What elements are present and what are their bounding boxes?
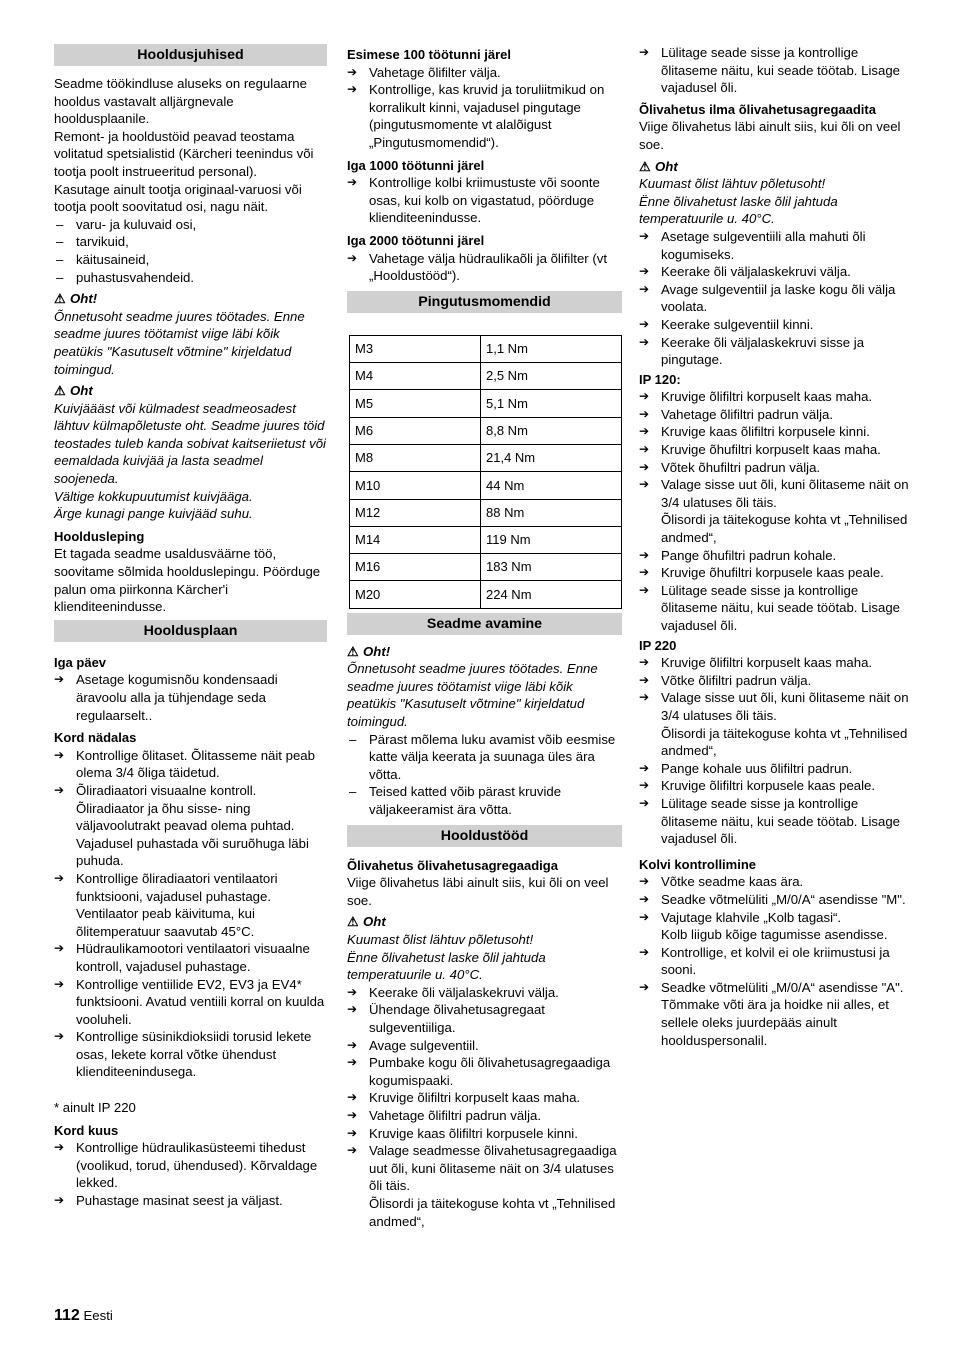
warning-text: Ärge kunagi pange kuivjääd suhu. (54, 506, 253, 522)
arrow-item: ➔ Seadke võtmelüliti „M/0/A“ asendisse "A". Tõmmake võti ära ja hoidke nii alles, et sellele oleks juurdepääs ainult hoolduspersonalil. (639, 979, 915, 1049)
subheading-1000h: Iga 1000 töötunni järel (347, 157, 485, 173)
subheading-olivahetus: Õlivahetus õlivahetusagregaadiga (347, 857, 558, 873)
paragraph: Viige õlivahetus läbi ainult siis, kui õli on veel soe. (639, 119, 901, 152)
arrow-item: ➔ Kruvige kaas õlifiltri korpusele kinni. (347, 1125, 622, 1143)
torque-table (349, 335, 622, 609)
thread-size-cell: M6 (350, 417, 481, 444)
arrow-item: ➔ Pange kohale uus õlifiltri padrun. (639, 760, 915, 778)
warning-triangle-icon: ⚠ (54, 291, 66, 307)
column-middle (347, 44, 622, 1230)
section-header-seadme-avamine: Seadme avamine (347, 613, 622, 635)
arrow-item: ➔ Kontrollige hüdraulikasüsteemi tihedust (voolikud, torud, ühendused). Kõrvaldage lekked. (54, 1139, 327, 1192)
subheading-kord-nadalas: Kord nädalas (54, 730, 137, 746)
dash-item: – varu- ja kuluvaid osi, (54, 216, 327, 234)
thread-size-cell: M8 (350, 444, 481, 471)
arrow-item: ➔ Avage sulgeventiil ja laske kogu õli välja voolata. (639, 281, 915, 316)
arrow-item: ➔ Vahetage õlifilter välja. (347, 64, 622, 82)
section-header-hooldusjuhised: Hooldusjuhised (54, 44, 327, 66)
torque-value-cell: 44 Nm (481, 472, 622, 499)
torque-row (350, 472, 622, 499)
warning-heading: ⚠ Oht (347, 914, 386, 930)
footnote: * ainult IP 220 (54, 1100, 136, 1116)
paragraph: Viige õlivahetus läbi ainult siis, kui õli on veel soe. (347, 875, 609, 908)
torque-row (350, 526, 622, 553)
thread-size-cell: M10 (350, 472, 481, 499)
arrow-item: ➔ Vahetage õlifiltri padrun välja. (347, 1107, 622, 1125)
paragraph: Kasutage ainult tootja originaal-varuosi või tootja poolt soovitatud osi, nagu näit. (54, 181, 302, 215)
warning-text: Kuumast õlist lähtuv põletusoht! (639, 176, 826, 192)
arrow-item: ➔ Võtek õhufiltri padrun välja. (639, 459, 915, 477)
torque-value-cell: 183 Nm (481, 554, 622, 581)
dash-item: – tarvikuid, (54, 233, 327, 251)
arrow-item: ➔ Kontrollige, et kolvil ei ole kriimustusi ja sooni. (639, 944, 915, 979)
page-number: 112 (54, 1307, 80, 1324)
torque-row (350, 444, 622, 471)
torque-row (350, 417, 622, 444)
paragraph: Remont- ja hooldustöid peavad teostama volitatud spetsialistid (Kärcheri teenindus või tootja poolt instrueeritud personal). (54, 128, 314, 179)
arrow-item: ➔ Kontrollige, kas kruvid ja toruliitmikud on korralikult kinni, vajadusel pingutage (pingutusmomente vt alalõigust „Pingutusmomendid“). (347, 81, 622, 151)
dash-item: – Pärast mõlema luku avamist võib eesmise katte välja keerata ja suunaga üles ära võtta. (347, 731, 622, 784)
arrow-item: ➔ Keerake sulgeventiil kinni. (639, 316, 915, 334)
warning-triangle-icon: ⚠ (639, 158, 651, 174)
thread-size-cell: M4 (350, 363, 481, 390)
indented-note: Kolb liigub kõige tagumisse asendisse. (661, 927, 888, 943)
subheading-2000h: Iga 2000 töötunni järel (347, 232, 485, 248)
torque-value-cell: 21,4 Nm (481, 444, 622, 471)
warning-text: Kuivjäääst või külmadest seadmeosadest lähtuv külmapõletuste oht. Seadme juures töid teostades tuleb kanda sobivat kaitseriietust või eemaldada kuivjää ja lasta seadmel soojeneda. (54, 400, 326, 487)
subheading-ip220: IP 220 (639, 637, 677, 653)
arrow-item: ➔ Pange õhufiltri padrun kohale. (639, 547, 915, 565)
arrow-item: ➔ Võtke õlifiltri padrun välja. (639, 672, 915, 690)
column-right (639, 44, 915, 1049)
warning-triangle-icon: ⚠ (54, 383, 66, 399)
subheading-kolvi-kontrollimine: Kolvi kontrollimine (639, 856, 757, 872)
dash-item: – käitusaineid, (54, 251, 327, 269)
thread-size-cell: M12 (350, 499, 481, 526)
arrow-item: ➔ Valage sisse uut õli, kuni õlitaseme näit on 3/4 ulatuses õli täis. (639, 689, 915, 724)
torque-row (350, 499, 622, 526)
warning-text: Ënne õlivahetust laske õlil jahtuda temperatuurile u. 40°C. (347, 949, 546, 983)
arrow-item: ➔ Kontrollige kolbi kriimustuste või soonte osas, kui kolb on vigastatud, pöörduge klienditeenindusse. (347, 174, 622, 227)
torque-row (350, 581, 622, 608)
thread-size-cell: M16 (350, 554, 481, 581)
arrow-item: ➔ Asetage sulgeventiili alla mahuti õli kogumiseks. (639, 228, 915, 263)
subheading-100h: Esimese 100 töötunni järel (347, 47, 512, 62)
arrow-item: ➔ Vahetage välja hüdraulikaõli ja õlifilter (vt „Hooldustööd“). (347, 250, 622, 285)
arrow-item: ➔ Lülitage seade sisse ja kontrollige õlitaseme näitu, kui seade töötab. Lisage vajadusel õli. (639, 795, 915, 848)
indented-note: Õlisordi ja täitekoguse kohta vt „Tehnilised andmed“, (369, 1195, 616, 1229)
arrow-item: ➔ Kruvige õlifiltri korpuselt kaas maha. (639, 388, 915, 406)
arrow-item: ➔ Kruvige õlifiltri korpusele kaas peale. (639, 777, 915, 795)
arrow-item: ➔ Kontrollige süsinikdioksiidi torusid lekete osas, lekete korral võtke ühendust klienditeenindusega. (54, 1028, 327, 1081)
subheading-hooldusleping: Hooldusleping (54, 528, 145, 544)
arrow-item: ➔ Asetage kogumisnõu kondensaadi äravoolu alla ja tühjendage seda regulaarselt.. (54, 671, 327, 724)
arrow-item: ➔ Hüdraulikamootori ventilaatori visuaalne kontroll, vajadusel puhastage. (54, 940, 327, 975)
arrow-item: ➔ Valage sisse uut õli, kuni õlitaseme näit on 3/4 ulatuses õli täis. (639, 476, 915, 511)
arrow-item: ➔ Kontrollige õliradiaatori ventilaatori funktsiooni, vajadusel puhastage. Ventilaator peab käivituma, kui õlitemperatuur saavutab 45°C. (54, 870, 327, 940)
arrow-item: ➔ Lülitage seade sisse ja kontrollige õlitaseme näitu, kui seade töötab. Lisage vajadusel õli. (639, 44, 915, 97)
arrow-item: ➔ Kontrollige õlitaset. Õlitasseme näit peab olema 3/4 õliga täidetud. (54, 747, 327, 782)
page-footer (54, 1307, 113, 1325)
section-header-pingutusmomendid: Pingutusmomendid (347, 291, 622, 313)
warning-text: Õnnetusoht seadme juures töötades. Enne seadme juures töötamist viige läbi kõik peatükis "Kasutuselt võtmine" kirjeldatud toimingud. (347, 661, 598, 730)
warning-text: Ënne õlivahetust laske õlil jahtuda temperatuurile u. 40°C. (639, 193, 838, 227)
arrow-item: ➔ Keerake õli väljalaskekruvi välja. (639, 263, 915, 281)
warning-heading: ⚠ Oht! (54, 291, 98, 307)
torque-value-cell: 8,8 Nm (481, 417, 622, 444)
torque-row (350, 335, 622, 362)
arrow-item: ➔ Võtke seadme kaas ära. (639, 873, 915, 891)
torque-value-cell: 224 Nm (481, 581, 622, 608)
arrow-item: ➔ Avage sulgeventiil. (347, 1037, 622, 1055)
torque-value-cell: 5,1 Nm (481, 390, 622, 417)
arrow-item: ➔ Keerake õli väljalaskekruvi sisse ja pingutage. (639, 334, 915, 369)
warning-text: Õnnetusoht seadme juures töötades. Enne seadme juures töötamist viige läbi kõik peatükis "Kasutuselt võtmine" kirjeldatud toimingud. (54, 308, 305, 377)
warning-heading: ⚠ Oht! (347, 643, 391, 659)
footer-language: Eesti (83, 1308, 113, 1323)
warning-text: Kuumast õlist lähtuv põletusoht! (347, 932, 534, 947)
arrow-item: ➔ Kruvige õhufiltri korpusele kaas peale. (639, 564, 915, 582)
indented-note: Õlisordi ja täitekoguse kohta vt „Tehnilised andmed“, (661, 725, 908, 759)
section-header-hooldusplaan: Hooldusplaan (54, 620, 327, 642)
arrow-item: ➔ Valage seadmesse õlivahetusagregaadiga uut õli, kuni õlitaseme näit on 3/4 ulatuses õli täis. (347, 1142, 622, 1195)
subheading-iga-paev: Iga päev (54, 654, 107, 670)
section-header-hooldustood: Hooldustööd (347, 825, 622, 847)
warning-text: Vältige kokkupuutumist kuivjääga. (54, 488, 253, 504)
subheading-ilma-agregaadita: Õlivahetus ilma õlivahetusagregaadita (639, 101, 876, 117)
warning-triangle-icon: ⚠ (347, 914, 359, 930)
dash-item: – Teised katted võib pärast kruvide väljakeeramist ära võtta. (347, 783, 622, 818)
arrow-item: ➔ Õliradiaatori visuaalne kontroll. Õliradiaator ja õhu sisse- ning väljavoolutrakt peavad olema puhtad. Vajadusel puhastada või suruõhuga läbi puhuda. (54, 782, 327, 870)
subheading-ip120: IP 120: (639, 371, 681, 387)
thread-size-cell: M5 (350, 390, 481, 417)
torque-value-cell: 88 Nm (481, 499, 622, 526)
arrow-item: ➔ Vahetage õlifiltri padrun välja. (639, 406, 915, 424)
thread-size-cell: M14 (350, 526, 481, 553)
arrow-item: ➔ Kontrollige ventiilide EV2, EV3 ja EV4* funktsiooni. Avatud ventiili korral on kuulda vooluheli. (54, 976, 327, 1029)
arrow-item: ➔ Pumbake kogu õli õlivahetusagregaadiga kogumispaaki. (347, 1054, 622, 1089)
torque-value-cell: 2,5 Nm (481, 363, 622, 390)
torque-value-cell: 1,1 Nm (481, 335, 622, 362)
arrow-item: ➔ Seadke võtmelüliti „M/0/A“ asendisse "M". (639, 891, 915, 909)
arrow-item: ➔ Puhastage masinat seest ja väljast. (54, 1192, 327, 1210)
paragraph: Et tagada seadme usaldusväärne töö, soovitame sõlmida hoolduslepingu. Pöörduge palun oma piirkonna Kärcher'i klienditeenindusse. (54, 546, 321, 615)
thread-size-cell: M3 (350, 335, 481, 362)
warning-triangle-icon: ⚠ (347, 643, 359, 659)
column-left (54, 44, 327, 1210)
torque-row (350, 390, 622, 417)
warning-heading: ⚠ Oht (54, 383, 93, 399)
subheading-kord-kuus: Kord kuus (54, 1122, 119, 1138)
dash-item: – puhastusvahendeid. (54, 269, 327, 287)
torque-row (350, 363, 622, 390)
thread-size-cell: M20 (350, 581, 481, 608)
arrow-item: ➔ Ühendage õlivahetusagregaat sulgeventiiliga. (347, 1001, 622, 1036)
arrow-item: ➔ Keerake õli väljalaskekruvi välja. (347, 984, 622, 1002)
indented-note: Õlisordi ja täitekoguse kohta vt „Tehnilised andmed“, (661, 512, 908, 546)
arrow-item: ➔ Vajutage klahvile „Kolb tagasi“. (639, 909, 915, 927)
arrow-item: ➔ Kruvige kaas õlifiltri korpusele kinni. (639, 423, 915, 441)
torque-value-cell: 119 Nm (481, 526, 622, 553)
paragraph: Seadme töökindluse aluseks on regulaarne hooldus vastavalt alljärgnevale hooldusplaanile. (54, 76, 307, 127)
warning-heading: ⚠ Oht (639, 158, 678, 174)
arrow-item: ➔ Kruvige õlifiltri korpuselt kaas maha. (347, 1089, 622, 1107)
arrow-item: ➔ Lülitage seade sisse ja kontrollige õlitaseme näitu, kui seade töötab. Lisage vajadusel õli. (639, 582, 915, 635)
arrow-item: ➔ Kruvige õhufiltri korpuselt kaas maha. (639, 441, 915, 459)
arrow-item: ➔ Kruvige õlifiltri korpuselt kaas maha. (639, 654, 915, 672)
torque-row (350, 554, 622, 581)
